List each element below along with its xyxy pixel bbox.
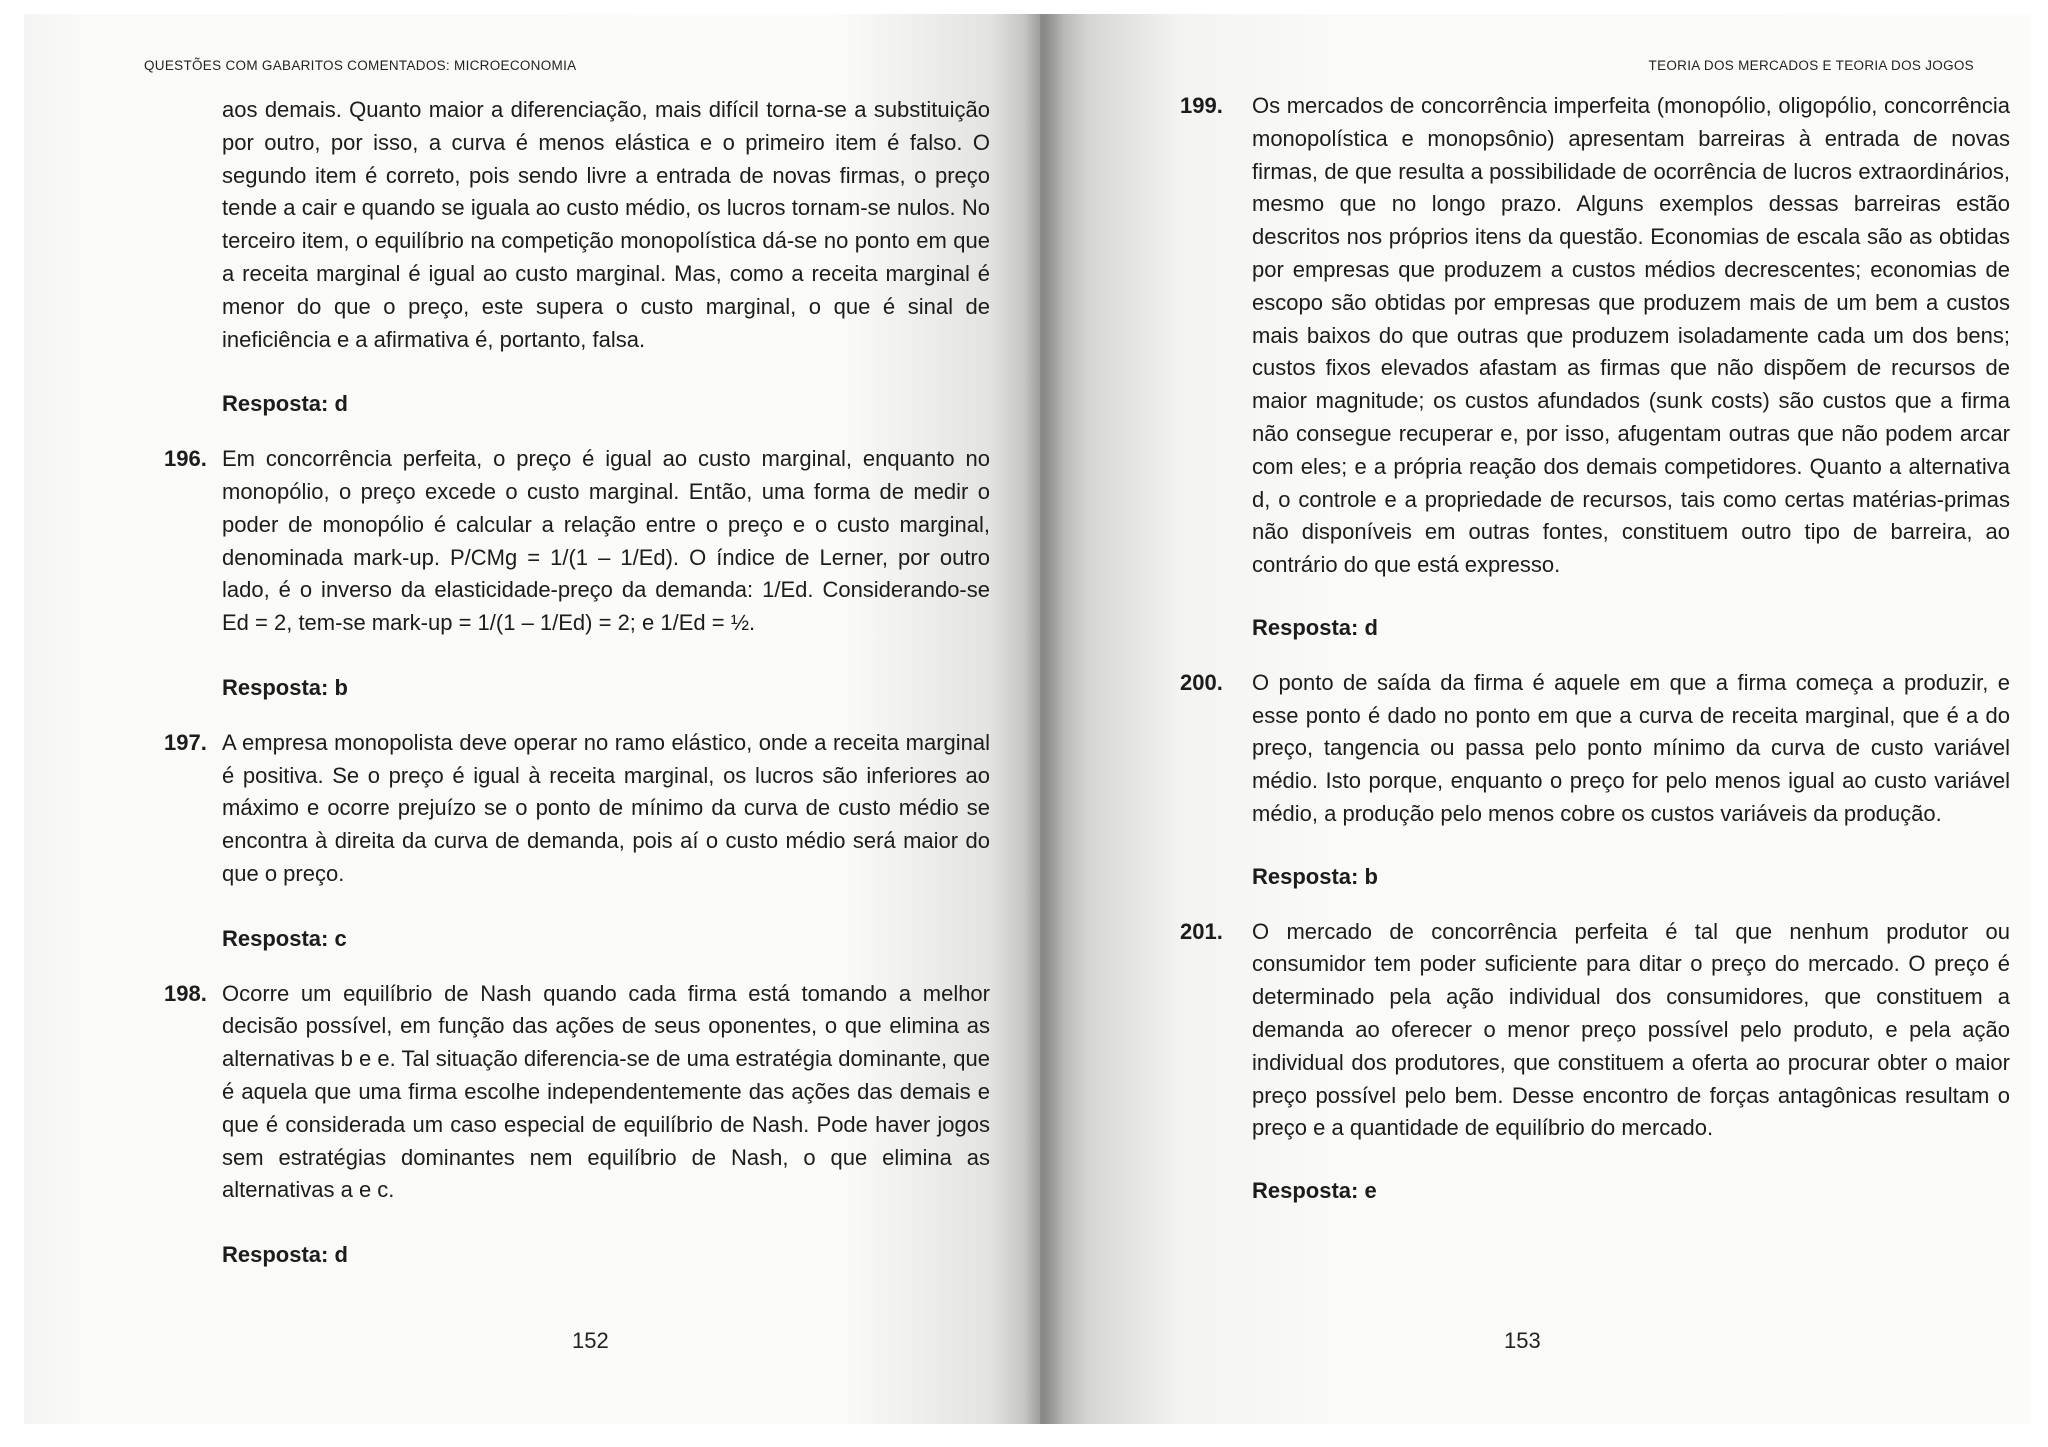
question-198 bbox=[120, 978, 990, 1208]
question-text: O mercado de concorrência perfeita é tal que nenhum produtor ou consumidor tem poder suficiente para ditar o preço do mercado. O preço é determinado pela ação individual dos consumidores, que constituem a demanda ao oferecer o menor preço possível pelo produto, e pela ação individual dos produtores, que constituem a oferta ao procurar obter o maior preço possível pelo bem. Desse encontro de forças antagônicas resultam o preço e a quantidade de equilíbrio do mercado. bbox=[1252, 918, 2010, 1141]
question-number: 198. bbox=[164, 980, 207, 1006]
page-number-right: 153 bbox=[1504, 1328, 1541, 1353]
answer-197: Resposta: c bbox=[222, 925, 347, 951]
question-number: 200. bbox=[1180, 669, 1223, 695]
right-text-block bbox=[1150, 90, 2010, 1230]
answer-195: Resposta: d bbox=[222, 391, 348, 417]
question-200 bbox=[1150, 667, 2010, 831]
answer-200: Resposta: b bbox=[1252, 863, 1378, 889]
page-number-left: 152 bbox=[572, 1328, 609, 1353]
question-199 bbox=[1150, 90, 2010, 582]
question-text: A empresa monopolista deve operar no ramo elástico, onde a receita marginal é positiva. Se o preço é igual à receita marginal, os lucros são inferiores ao máximo e ocorre prejuízo se o ponto de mínimo da curva de custo médio se encontra à direita da curva de demanda, pois aí o custo médio será maior do que o preço. bbox=[222, 729, 990, 886]
question-number: 197. bbox=[164, 729, 207, 755]
answer-201: Resposta: e bbox=[1252, 1178, 1377, 1204]
answer-199: Resposta: d bbox=[1252, 614, 1378, 640]
question-201 bbox=[1150, 916, 2010, 1146]
running-header-left: QUESTÕES COM GABARITOS COMENTADOS: MICROECONOMIA bbox=[144, 58, 577, 73]
book-spread bbox=[24, 14, 2030, 1424]
answer-196: Resposta: b bbox=[222, 674, 348, 700]
question-text: O ponto de saída da firma é aquele em que a firma começa a produzir, e esse ponto é dado no ponto em que a curva de receita marginal, que é a do preço, tangencia ou passa pelo ponto mínimo da curva de custo variável médio. Isto porque, enquanto o preço for pelo menos igual ao custo variável médio, a produção pelo menos cobre os custos variáveis da produção. bbox=[1252, 669, 2010, 826]
book-gutter-shadow bbox=[1024, 14, 1064, 1424]
left-text-block bbox=[120, 94, 990, 1294]
question-197 bbox=[120, 727, 990, 891]
continuation-paragraph: aos demais. Quanto maior a diferenciação, mais difícil torna-se a substituição por outro, por isso, a curva é menos elástica e o primeiro item é falso. O segundo item é correto, pois sendo livre a entrada de novas firmas, o preço tende a cair e quando se iguala ao custo médio, os lucros tornam-se nulos. No terceiro item, o equilíbrio na competição monopolística dá-se no ponto em que a receita marginal é igual ao custo marginal. Mas, como a receita marginal é menor do que o preço, este supera o custo marginal, o que é sinal de ineficiência e a afirmativa é, portanto, falsa. bbox=[222, 97, 990, 352]
question-text: Os mercados de concorrência imperfeita (monopólio, oligopólio, concorrência monopolística e monopsônio) apresentam barreiras à entrada de novas firmas, de que resulta a possibilidade de ocorrência de lucros extraordinários, mesmo que no longo prazo. Alguns exemplos dessas barreiras estão descritos nos próprios itens da questão. Economias de escala são as obtidas por empresas que produzem a custos médios decrescentes; economias de escopo são obtidas por empresas que produzem mais de um bem a custos mais baixos do que outras que produzem isoladamente cada um dos bens; custos fixos elevados afastam as firmas que não dispõem de recursos de maior magnitude; os custos afundados (sunk costs) são custos que a firma não consegue recuperar e, por isso, afugentam outras que não podem arcar com eles; e a própria reação dos demais competidores. Quanto a alternativa d, o controle e a propriedade de recursos, tais como certas matérias-primas não disponíveis em outras fontes, constituem outro tipo de barreira, ao contrário do que está expresso. bbox=[1252, 93, 2010, 578]
question-number: 196. bbox=[164, 446, 207, 472]
answer-198: Resposta: d bbox=[222, 1242, 348, 1268]
question-text: Em concorrência perfeita, o preço é igual ao custo marginal, enquanto no monopólio, o preço excede o custo marginal. Então, uma forma de medir o poder de monopólio é calcular a relação entre o preço e o custo marginal, denominada mark-up. P/CMg = 1/(1 – 1/Ed). O índice de Lerner, por outro lado, é o inverso da elasticidade-preço da demanda: 1/Ed. Considerando-se Ed = 2, tem-se mark-up = 1/(1 – 1/Ed) = 2; e 1/Ed = ½. bbox=[222, 446, 990, 636]
question-number: 199. bbox=[1180, 93, 1223, 118]
left-page bbox=[24, 14, 1040, 1424]
running-header-right: TEORIA DOS MERCADOS E TEORIA DOS JOGOS bbox=[1648, 58, 1974, 73]
question-196 bbox=[120, 443, 990, 640]
question-number: 201. bbox=[1180, 918, 1223, 944]
question-text: Ocorre um equilíbrio de Nash quando cada firma está tomando a melhor decisão possível, em função das ações de seus oponentes, o que elimina as alternativas b e e. Tal situação diferencia-se de uma estratégia dominante, que é aquela que uma firma escolhe independentemente das ações das demais e que é considerada um caso especial de equilíbrio de Nash. Pode haver jogos sem estratégias dominantes nem equilíbrio de Nash, o que elimina as alternativas a e c. bbox=[222, 980, 990, 1203]
right-page bbox=[1040, 14, 2030, 1424]
